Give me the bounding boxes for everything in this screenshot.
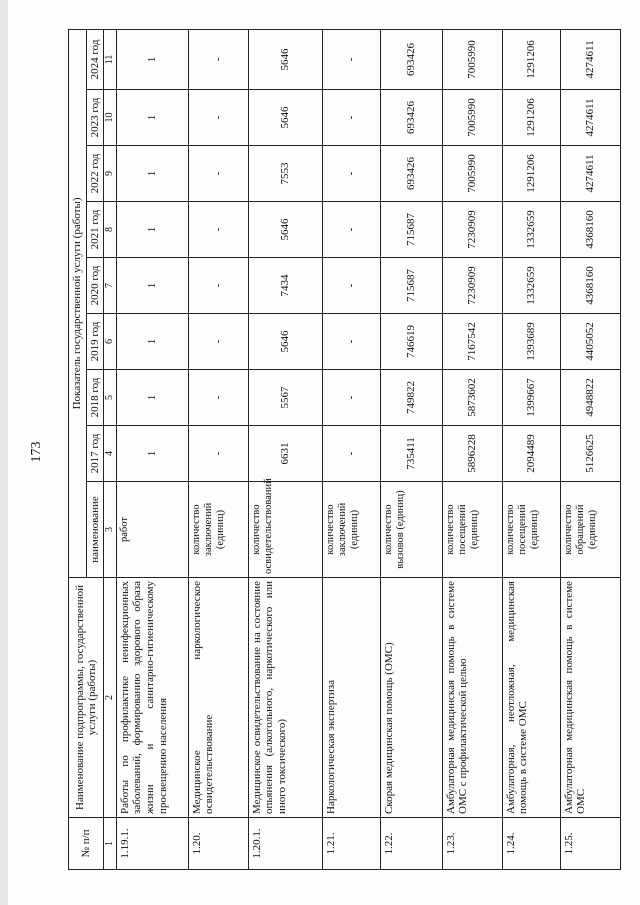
row-number: 1.19.1. bbox=[116, 818, 188, 870]
header-year: 2023 год bbox=[86, 90, 104, 146]
year-value: 7005990 bbox=[442, 90, 502, 146]
row-number: 1.25. bbox=[560, 818, 620, 870]
year-value: 4274611 bbox=[560, 90, 620, 146]
year-value: 1 bbox=[116, 29, 188, 89]
year-value: - bbox=[322, 202, 380, 258]
year-value: 693426 bbox=[380, 29, 442, 89]
year-value: 6631 bbox=[248, 426, 322, 482]
header-indicator-name: наименование bbox=[86, 482, 104, 578]
table-body bbox=[116, 29, 620, 869]
header-year: 2017 год bbox=[86, 426, 104, 482]
row-number: 1.20.1. bbox=[248, 818, 322, 870]
year-value: 4368160 bbox=[560, 258, 620, 314]
header-year: 2018 год bbox=[86, 370, 104, 426]
service-name: Работы по профилактике неинфекционных заболеваний, формированию здорового образа жизни и санитарно-гигиеническому просвещению населения bbox=[116, 578, 188, 818]
year-value: 5873602 bbox=[442, 370, 502, 426]
year-value: 746619 bbox=[380, 314, 442, 370]
year-value: - bbox=[322, 29, 380, 89]
service-name: Амбулаторная медицинская помощь в системе ОМС bbox=[560, 578, 620, 818]
year-value: 1 bbox=[116, 90, 188, 146]
column-index: 11 bbox=[104, 29, 117, 89]
year-value: 1 bbox=[116, 258, 188, 314]
indicator-unit: количество вызовов (единиц) bbox=[380, 482, 442, 578]
year-value: 1 bbox=[116, 146, 188, 202]
year-value: - bbox=[188, 146, 248, 202]
year-value: - bbox=[188, 258, 248, 314]
column-index: 9 bbox=[104, 146, 117, 202]
year-value: 1291206 bbox=[502, 90, 560, 146]
page-number: 173 bbox=[29, 441, 44, 463]
service-name: Медицинское наркологическое освидетельствование bbox=[188, 578, 248, 818]
column-index: 3 bbox=[104, 482, 117, 578]
header-year: 2022 год bbox=[86, 146, 104, 202]
rotated-table-container bbox=[68, 30, 598, 870]
indicator-unit: количество заключений (единиц) bbox=[188, 482, 248, 578]
column-index: 4 bbox=[104, 426, 117, 482]
year-value: - bbox=[322, 146, 380, 202]
indicator-unit: количество посещений (единиц) bbox=[502, 482, 560, 578]
table-row bbox=[188, 29, 248, 869]
year-value: - bbox=[322, 426, 380, 482]
year-value: 1291206 bbox=[502, 146, 560, 202]
header-service-name: Наименование подпрограммы, государственной услуги (работы) bbox=[69, 578, 104, 818]
column-index: 7 bbox=[104, 258, 117, 314]
column-index: 2 bbox=[104, 578, 117, 818]
year-value: 1 bbox=[116, 202, 188, 258]
indicator-unit: количество освидетельствований bbox=[248, 482, 322, 578]
row-number: 1.23. bbox=[442, 818, 502, 870]
year-value: 1291206 bbox=[502, 29, 560, 89]
header-indicator-group: Показатель государственной услуги (работы) bbox=[69, 29, 87, 577]
year-value: 5646 bbox=[248, 90, 322, 146]
year-value: 7005990 bbox=[442, 146, 502, 202]
services-table bbox=[68, 29, 621, 870]
year-value: - bbox=[322, 258, 380, 314]
year-value: - bbox=[188, 202, 248, 258]
service-name: Наркологическая экспертиза bbox=[322, 578, 380, 818]
indicator-unit: количество заключений (единиц) bbox=[322, 482, 380, 578]
year-value: - bbox=[322, 370, 380, 426]
year-value: - bbox=[188, 314, 248, 370]
year-value: 5126625 bbox=[560, 426, 620, 482]
year-value: 2094489 bbox=[502, 426, 560, 482]
year-value: 4274611 bbox=[560, 29, 620, 89]
year-value: 7434 bbox=[248, 258, 322, 314]
indicator-unit: количество посещений (единиц) bbox=[442, 482, 502, 578]
header-number: № п/п bbox=[69, 818, 104, 870]
service-name: Медицинское освидетельствование на состояние опьянения (алкогольного, наркотического или иного токсического) bbox=[248, 578, 322, 818]
table-row bbox=[116, 29, 188, 869]
table-row bbox=[502, 29, 560, 869]
year-value: 5567 bbox=[248, 370, 322, 426]
column-index: 10 bbox=[104, 90, 117, 146]
year-value: 5646 bbox=[248, 29, 322, 89]
service-name: Амбулаторная медицинская помощь в системе ОМС с профилактической целью bbox=[442, 578, 502, 818]
year-value: 1 bbox=[116, 426, 188, 482]
year-value: 1332659 bbox=[502, 258, 560, 314]
row-number: 1.22. bbox=[380, 818, 442, 870]
header-year: 2021 год bbox=[86, 202, 104, 258]
year-value: 4274611 bbox=[560, 146, 620, 202]
column-index: 8 bbox=[104, 202, 117, 258]
year-value: 4948822 bbox=[560, 370, 620, 426]
column-index: 6 bbox=[104, 314, 117, 370]
year-value: 1 bbox=[116, 314, 188, 370]
column-index-row bbox=[104, 29, 117, 869]
row-number: 1.24. bbox=[502, 818, 560, 870]
header-year: 2020 год bbox=[86, 258, 104, 314]
page-edge-shadow bbox=[0, 0, 8, 905]
year-value: 749822 bbox=[380, 370, 442, 426]
year-value: - bbox=[322, 314, 380, 370]
year-value: 693426 bbox=[380, 90, 442, 146]
row-number: 1.21. bbox=[322, 818, 380, 870]
table-row bbox=[380, 29, 442, 869]
year-value: 7167542 bbox=[442, 314, 502, 370]
year-value: 715687 bbox=[380, 258, 442, 314]
year-value: 693426 bbox=[380, 146, 442, 202]
year-value: - bbox=[188, 29, 248, 89]
year-value: 1 bbox=[116, 370, 188, 426]
year-value: 1332659 bbox=[502, 202, 560, 258]
year-value: 7553 bbox=[248, 146, 322, 202]
year-value: 715687 bbox=[380, 202, 442, 258]
year-value: 7230909 bbox=[442, 202, 502, 258]
year-value: 5646 bbox=[248, 202, 322, 258]
year-value: 1399667 bbox=[502, 370, 560, 426]
indicator-unit: работ bbox=[116, 482, 188, 578]
service-name: Амбулаторная, неотложная, медицинская помощь в системе ОМС bbox=[502, 578, 560, 818]
header-year: 2024 год bbox=[86, 29, 104, 89]
row-number: 1.20. bbox=[188, 818, 248, 870]
table-row bbox=[560, 29, 620, 869]
indicator-unit: количество обращений (единиц) bbox=[560, 482, 620, 578]
service-name: Скорая медицинская помощь (ОМС) bbox=[380, 578, 442, 818]
column-index: 1 bbox=[104, 818, 117, 870]
year-value: 4405052 bbox=[560, 314, 620, 370]
year-value: 5896228 bbox=[442, 426, 502, 482]
year-value: 1393689 bbox=[502, 314, 560, 370]
year-value: 4368160 bbox=[560, 202, 620, 258]
year-value: - bbox=[188, 426, 248, 482]
table-row bbox=[442, 29, 502, 869]
year-value: - bbox=[322, 90, 380, 146]
table-row bbox=[248, 29, 322, 869]
table-row bbox=[322, 29, 380, 869]
year-value: 735411 bbox=[380, 426, 442, 482]
year-value: 7005990 bbox=[442, 29, 502, 89]
year-value: - bbox=[188, 90, 248, 146]
year-value: 7230909 bbox=[442, 258, 502, 314]
year-value: 5646 bbox=[248, 314, 322, 370]
header-year: 2019 год bbox=[86, 314, 104, 370]
year-value: - bbox=[188, 370, 248, 426]
column-index: 5 bbox=[104, 370, 117, 426]
